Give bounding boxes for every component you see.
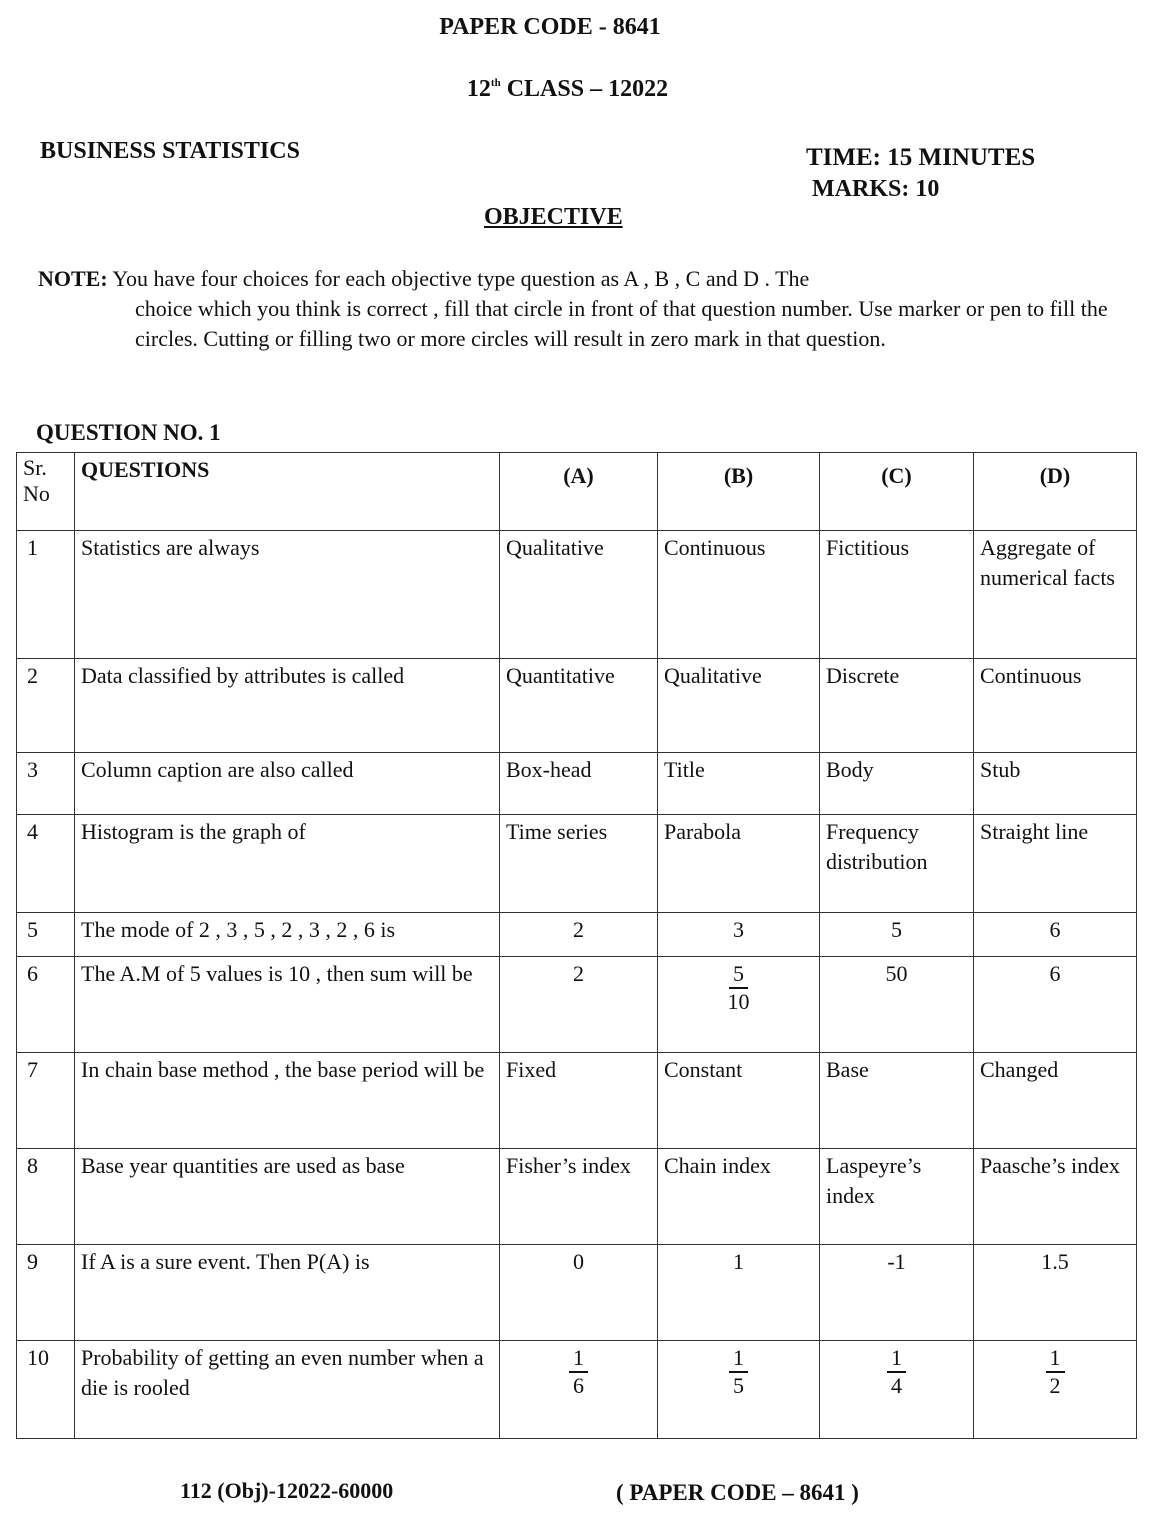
fraction bbox=[569, 1345, 588, 1399]
question-text: If A is a sure event. Then P(A) is bbox=[75, 1245, 500, 1341]
option-b: Parabola bbox=[658, 815, 820, 913]
table-row bbox=[17, 659, 1137, 753]
question-text: The mode of 2 , 3 , 5 , 2 , 3 , 2 , 6 is bbox=[75, 913, 500, 957]
question-text: Histogram is the graph of bbox=[75, 815, 500, 913]
option-c: 50 bbox=[820, 957, 974, 1053]
option-c: Body bbox=[820, 753, 974, 815]
table-header-row bbox=[17, 453, 1137, 531]
option-b: Continuous bbox=[658, 531, 820, 659]
fraction-numerator: 5 bbox=[729, 961, 748, 989]
option-d: Stub bbox=[974, 753, 1137, 815]
footer-paper-code: ( PAPER CODE – 8641 ) bbox=[616, 1480, 859, 1505]
option-a: Time series bbox=[500, 815, 658, 913]
option-b: Constant bbox=[658, 1053, 820, 1149]
header-option-c: (C) bbox=[820, 453, 974, 531]
question-text: Probability of getting an even number when a die is rooled bbox=[75, 1341, 500, 1439]
instructions-note bbox=[38, 264, 1118, 354]
question-text: Statistics are always bbox=[75, 531, 500, 659]
fraction bbox=[724, 961, 754, 1015]
option-a: Fisher’s index bbox=[500, 1149, 658, 1245]
option-a: 2 bbox=[500, 913, 658, 957]
option-d: Changed bbox=[974, 1053, 1137, 1149]
option-b bbox=[658, 957, 820, 1053]
header-option-a: (A) bbox=[500, 453, 658, 531]
mcq-table bbox=[16, 452, 1137, 1439]
fraction-numerator: 1 bbox=[569, 1345, 588, 1373]
option-c: Frequency distribution bbox=[820, 815, 974, 913]
option-c: 5 bbox=[820, 913, 974, 957]
option-b: Chain index bbox=[658, 1149, 820, 1245]
option-a: Fixed bbox=[500, 1053, 658, 1149]
question-text: In chain base method , the base period will be bbox=[75, 1053, 500, 1149]
option-a: 2 bbox=[500, 957, 658, 1053]
row-sr: 9 bbox=[17, 1245, 75, 1341]
class-label: CLASS – 12022 bbox=[500, 76, 669, 102]
option-c: Discrete bbox=[820, 659, 974, 753]
row-sr: 10 bbox=[17, 1341, 75, 1439]
option-c: Laspeyre’s index bbox=[820, 1149, 974, 1245]
fraction-numerator: 1 bbox=[887, 1345, 906, 1373]
question-text: Column caption are also called bbox=[75, 753, 500, 815]
option-d: Continuous bbox=[974, 659, 1137, 753]
row-sr: 3 bbox=[17, 753, 75, 815]
table-row bbox=[17, 957, 1137, 1053]
section-title: OBJECTIVE bbox=[484, 204, 623, 230]
option-a bbox=[500, 1341, 658, 1439]
option-d: Straight line bbox=[974, 815, 1137, 913]
table-row bbox=[17, 753, 1137, 815]
fraction-denominator: 4 bbox=[891, 1373, 902, 1398]
fraction-denominator: 2 bbox=[1049, 1373, 1061, 1398]
option-b: 1 bbox=[658, 1245, 820, 1341]
total-marks: MARKS: 10 bbox=[812, 176, 940, 202]
question-text: Base year quantities are used as base bbox=[75, 1149, 500, 1245]
row-sr: 8 bbox=[17, 1149, 75, 1245]
option-a: Box-head bbox=[500, 753, 658, 815]
row-sr: 6 bbox=[17, 957, 75, 1053]
table-row bbox=[17, 531, 1137, 659]
option-a: Qualitative bbox=[500, 531, 658, 659]
option-b: Title bbox=[658, 753, 820, 815]
question-text: Data classified by attributes is called bbox=[75, 659, 500, 753]
option-c: Fictitious bbox=[820, 531, 974, 659]
class-superscript: th bbox=[490, 77, 501, 89]
row-sr: 5 bbox=[17, 913, 75, 957]
fraction-numerator: 1 bbox=[729, 1345, 748, 1373]
fraction bbox=[1046, 1345, 1065, 1399]
header-questions: QUESTIONS bbox=[75, 453, 500, 531]
fraction-numerator: 1 bbox=[1046, 1345, 1065, 1373]
option-b: Qualitative bbox=[658, 659, 820, 753]
option-d: 1.5 bbox=[974, 1245, 1137, 1341]
class-title bbox=[0, 76, 1135, 103]
footer-code: 112 (Obj)-12022-60000 bbox=[180, 1478, 394, 1503]
option-a: 0 bbox=[500, 1245, 658, 1341]
header-option-b: (B) bbox=[658, 453, 820, 531]
row-sr: 1 bbox=[17, 531, 75, 659]
option-d: Paasche’s index bbox=[974, 1149, 1137, 1245]
row-sr: 4 bbox=[17, 815, 75, 913]
header-option-d: (D) bbox=[974, 453, 1137, 531]
time-allowed: TIME: 15 MINUTES bbox=[806, 144, 1036, 171]
header-sr-no: Sr. No bbox=[17, 453, 75, 531]
option-a: Quantitative bbox=[500, 659, 658, 753]
fraction-denominator: 10 bbox=[727, 989, 750, 1014]
subject-title: BUSINESS STATISTICS bbox=[40, 138, 300, 164]
fraction bbox=[887, 1345, 906, 1399]
option-b: 3 bbox=[658, 913, 820, 957]
table-row bbox=[17, 1053, 1137, 1149]
question-text: The A.M of 5 values is 10 , then sum will be bbox=[75, 957, 500, 1053]
table-row bbox=[17, 913, 1137, 957]
table-row bbox=[17, 1341, 1137, 1439]
option-c bbox=[820, 1341, 974, 1439]
note-line-1: You have four choices for each objective type question as A , B , C and D . The bbox=[112, 266, 810, 291]
question-heading: QUESTION NO. 1 bbox=[36, 420, 221, 445]
option-b bbox=[658, 1341, 820, 1439]
paper-code-title: PAPER CODE - 8641 bbox=[439, 14, 661, 40]
fraction bbox=[729, 1345, 748, 1399]
option-d: 6 bbox=[974, 913, 1137, 957]
option-c: -1 bbox=[820, 1245, 974, 1341]
row-sr: 7 bbox=[17, 1053, 75, 1149]
class-number: 12 bbox=[466, 76, 491, 102]
fraction-denominator: 6 bbox=[573, 1373, 584, 1398]
note-label: NOTE: bbox=[38, 266, 108, 291]
option-d: Aggregate of numerical facts bbox=[974, 531, 1137, 659]
table-row bbox=[17, 815, 1137, 913]
note-body: choice which you think is correct , fill that circle in front of that question number. Use marker or pen to fill the circles. Cutting or filling two or more circles will result in zero mark in that question. bbox=[135, 296, 1108, 351]
table-row bbox=[17, 1245, 1137, 1341]
row-sr: 2 bbox=[17, 659, 75, 753]
option-c: Base bbox=[820, 1053, 974, 1149]
option-d: 6 bbox=[974, 957, 1137, 1053]
option-d bbox=[974, 1341, 1137, 1439]
fraction-denominator: 5 bbox=[733, 1373, 744, 1398]
table-row bbox=[17, 1149, 1137, 1245]
